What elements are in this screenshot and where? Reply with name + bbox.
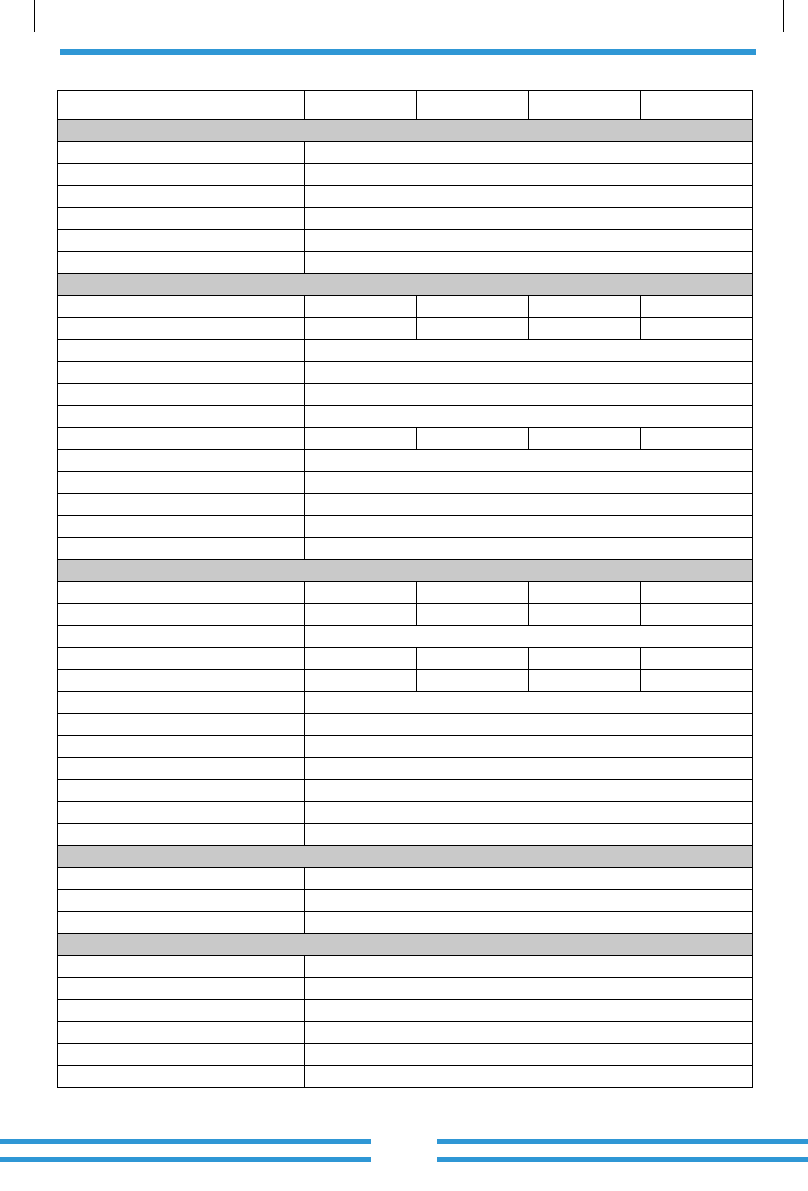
row-label-cell xyxy=(58,604,305,626)
section-header-row xyxy=(58,120,753,142)
table-row xyxy=(58,538,753,560)
row-value-cell xyxy=(305,450,753,472)
row-value-cell xyxy=(417,582,529,604)
row-value-cell xyxy=(305,384,753,406)
row-value-cell xyxy=(305,890,753,912)
row-label-cell xyxy=(58,1022,305,1044)
row-label-cell xyxy=(58,824,305,846)
footer-bar-right-lower xyxy=(437,1157,808,1162)
table-row xyxy=(58,582,753,604)
section-title-cell xyxy=(58,846,753,868)
row-value-cell xyxy=(529,648,641,670)
table-row xyxy=(58,186,753,208)
section-title-cell xyxy=(58,120,753,142)
row-value-cell xyxy=(417,318,529,340)
row-value-cell xyxy=(305,142,753,164)
row-value-cell xyxy=(305,736,753,758)
row-label-cell xyxy=(58,1044,305,1066)
row-value-cell xyxy=(305,538,753,560)
row-label-cell xyxy=(58,670,305,692)
row-label-cell xyxy=(58,648,305,670)
row-label-cell xyxy=(58,472,305,494)
row-label-cell xyxy=(58,758,305,780)
table-row xyxy=(58,670,753,692)
table-row xyxy=(58,230,753,252)
table-row xyxy=(58,340,753,362)
row-label-cell xyxy=(58,384,305,406)
row-label-cell xyxy=(58,912,305,934)
row-value-cell xyxy=(305,978,753,1000)
row-label-cell xyxy=(58,428,305,450)
row-value-cell xyxy=(305,362,753,384)
row-label-cell xyxy=(58,406,305,428)
row-label-cell xyxy=(58,890,305,912)
row-value-cell xyxy=(529,604,641,626)
row-label-cell xyxy=(58,692,305,714)
row-label-cell xyxy=(58,186,305,208)
row-value-cell xyxy=(305,91,417,120)
row-label-cell xyxy=(58,208,305,230)
row-value-cell xyxy=(641,604,753,626)
row-label-cell xyxy=(58,780,305,802)
row-label-cell xyxy=(58,252,305,274)
row-value-cell xyxy=(305,648,417,670)
row-label-cell xyxy=(58,362,305,384)
table-row xyxy=(58,692,753,714)
row-value-cell xyxy=(529,318,641,340)
table-row xyxy=(58,1066,753,1088)
row-label-cell xyxy=(58,230,305,252)
row-value-cell xyxy=(305,230,753,252)
table-row xyxy=(58,384,753,406)
footer-bar-right-upper xyxy=(437,1139,808,1144)
row-value-cell xyxy=(641,670,753,692)
table-row xyxy=(58,956,753,978)
table-row xyxy=(58,890,753,912)
table-row xyxy=(58,714,753,736)
header-accent-bar xyxy=(60,49,756,55)
row-value-cell xyxy=(305,340,753,362)
table-row xyxy=(58,626,753,648)
row-value-cell xyxy=(305,824,753,846)
row-value-cell xyxy=(417,91,529,120)
table-row xyxy=(58,736,753,758)
row-value-cell xyxy=(305,472,753,494)
row-value-cell xyxy=(529,428,641,450)
row-value-cell xyxy=(641,582,753,604)
footer-bar-left-lower xyxy=(0,1157,371,1162)
table-row xyxy=(58,648,753,670)
row-value-cell xyxy=(305,802,753,824)
row-value-cell xyxy=(305,582,417,604)
row-value-cell xyxy=(305,252,753,274)
table-row xyxy=(58,318,753,340)
table-row xyxy=(58,164,753,186)
table-row xyxy=(58,428,753,450)
row-value-cell xyxy=(305,296,417,318)
row-value-cell xyxy=(417,604,529,626)
row-label-cell xyxy=(58,494,305,516)
table-row xyxy=(58,208,753,230)
row-value-cell xyxy=(305,186,753,208)
row-value-cell xyxy=(529,670,641,692)
row-value-cell xyxy=(417,296,529,318)
section-title-cell xyxy=(58,934,753,956)
row-value-cell xyxy=(529,582,641,604)
row-value-cell xyxy=(305,1000,753,1022)
row-label-cell xyxy=(58,516,305,538)
row-value-cell xyxy=(305,692,753,714)
row-label-cell xyxy=(58,956,305,978)
row-value-cell xyxy=(305,912,753,934)
row-label-cell xyxy=(58,450,305,472)
row-label-cell xyxy=(58,164,305,186)
table-row xyxy=(58,978,753,1000)
row-value-cell xyxy=(305,780,753,802)
table-row xyxy=(58,296,753,318)
table-row xyxy=(58,802,753,824)
table-row xyxy=(58,780,753,802)
spec-table-body xyxy=(58,91,753,1088)
row-label-cell xyxy=(58,1000,305,1022)
table-row xyxy=(58,604,753,626)
row-value-cell xyxy=(641,648,753,670)
row-value-cell xyxy=(641,91,753,120)
row-label-cell xyxy=(58,978,305,1000)
table-row xyxy=(58,494,753,516)
table-row xyxy=(58,912,753,934)
row-value-cell xyxy=(305,406,753,428)
row-label-cell xyxy=(58,802,305,824)
row-value-cell xyxy=(305,714,753,736)
row-value-cell xyxy=(305,626,753,648)
row-value-cell xyxy=(529,296,641,318)
section-title-cell xyxy=(58,274,753,296)
row-label-cell xyxy=(58,91,305,120)
table-row xyxy=(58,1044,753,1066)
section-header-row xyxy=(58,560,753,582)
section-header-row xyxy=(58,846,753,868)
table-row xyxy=(58,252,753,274)
row-value-cell xyxy=(641,318,753,340)
row-label-cell xyxy=(58,142,305,164)
table-row xyxy=(58,516,753,538)
row-value-cell xyxy=(305,868,753,890)
top-right-crop-mark xyxy=(783,0,784,32)
section-title-cell xyxy=(58,560,753,582)
row-value-cell xyxy=(417,428,529,450)
spec-table xyxy=(57,90,753,1088)
table-row xyxy=(58,1022,753,1044)
row-value-cell xyxy=(305,164,753,186)
row-label-cell xyxy=(58,296,305,318)
row-label-cell xyxy=(58,538,305,560)
table-row xyxy=(58,758,753,780)
row-value-cell xyxy=(305,1066,753,1088)
row-value-cell xyxy=(305,956,753,978)
row-value-cell xyxy=(305,318,417,340)
top-left-crop-mark xyxy=(34,0,35,32)
row-value-cell xyxy=(305,516,753,538)
row-label-cell xyxy=(58,340,305,362)
row-label-cell xyxy=(58,868,305,890)
table-row xyxy=(58,1000,753,1022)
footer-bar-left-upper xyxy=(0,1139,371,1144)
row-label-cell xyxy=(58,318,305,340)
table-row xyxy=(58,868,753,890)
row-value-cell xyxy=(305,1022,753,1044)
table-header-row xyxy=(58,91,753,120)
section-header-row xyxy=(58,934,753,956)
table-row xyxy=(58,450,753,472)
row-value-cell xyxy=(305,208,753,230)
row-label-cell xyxy=(58,1066,305,1088)
table-row xyxy=(58,362,753,384)
row-value-cell xyxy=(641,296,753,318)
table-row xyxy=(58,406,753,428)
section-header-row xyxy=(58,274,753,296)
table-row xyxy=(58,824,753,846)
row-value-cell xyxy=(641,428,753,450)
row-value-cell xyxy=(305,670,417,692)
row-value-cell xyxy=(305,604,417,626)
table-row xyxy=(58,142,753,164)
row-label-cell xyxy=(58,736,305,758)
row-label-cell xyxy=(58,582,305,604)
row-value-cell xyxy=(305,758,753,780)
row-value-cell xyxy=(305,494,753,516)
row-value-cell xyxy=(305,428,417,450)
row-label-cell xyxy=(58,714,305,736)
table-row xyxy=(58,472,753,494)
row-value-cell xyxy=(305,1044,753,1066)
row-label-cell xyxy=(58,626,305,648)
row-value-cell xyxy=(417,648,529,670)
row-value-cell xyxy=(529,91,641,120)
row-value-cell xyxy=(417,670,529,692)
